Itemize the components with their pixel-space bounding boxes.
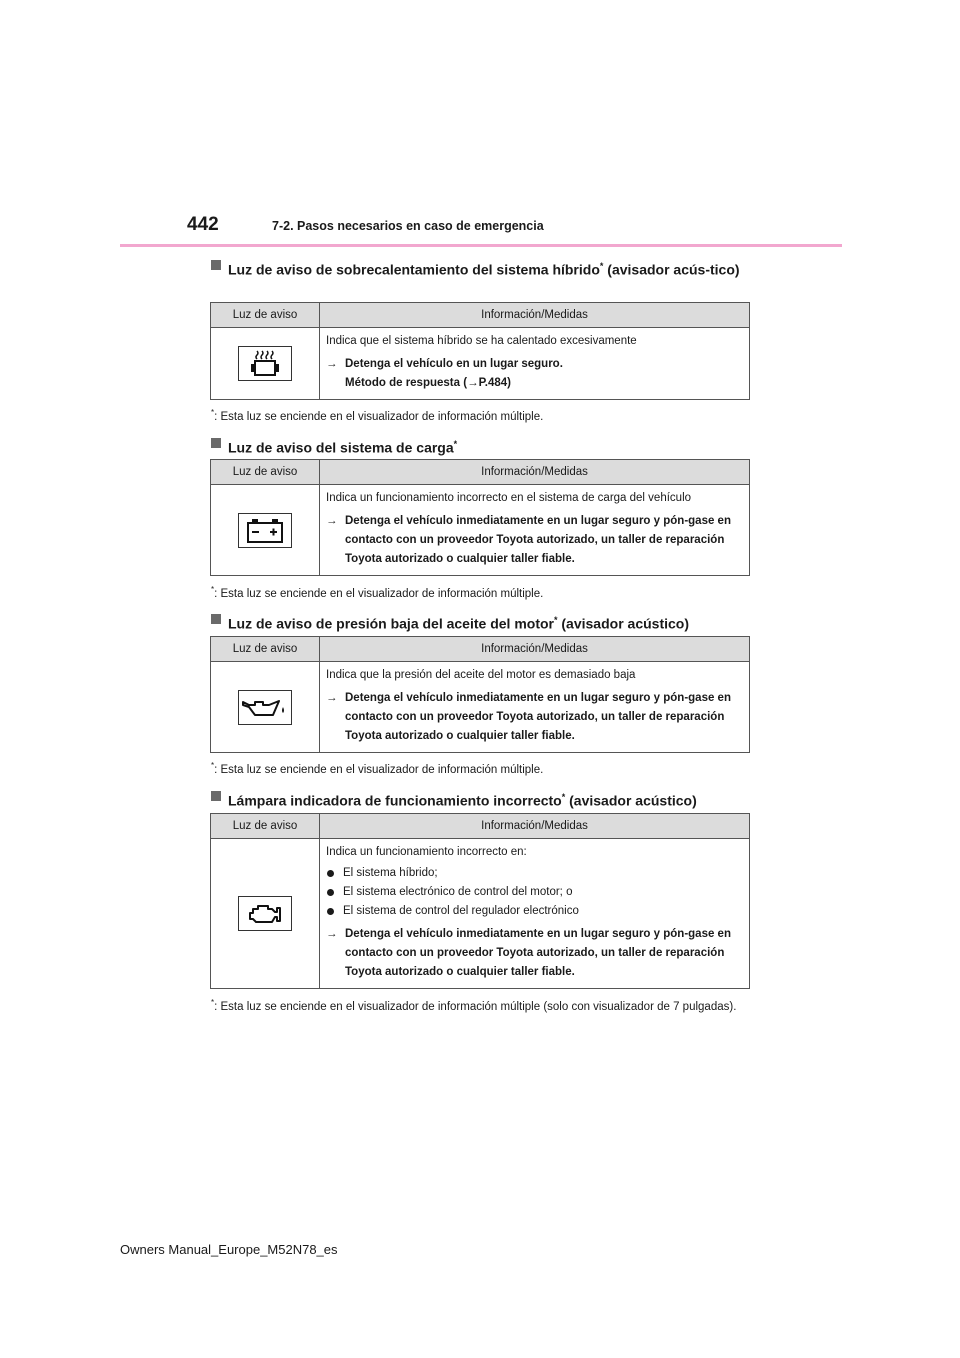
info-cell <box>320 328 750 400</box>
section-title-text: Luz de aviso de sobrecalentamiento del sistema híbrido <box>228 261 600 278</box>
asterisk: * <box>453 439 458 449</box>
warning-table-oil-pressure <box>210 636 750 753</box>
bullet-dot-icon <box>327 908 334 915</box>
action-text: → Detenga el vehículo inmediatamente en un lugar seguro y pón-gase en contacto con un proveedor Toyota autorizado, un taller de reparación Toyota autorizado o cualquier taller fiable. <box>326 689 743 746</box>
footnote: *: Esta luz se enciende en el visualizador de información múltiple. <box>211 761 544 776</box>
info-cell <box>320 839 750 989</box>
battery-icon <box>238 513 292 548</box>
footer-text: Owners Manual_Europe_M52N78_es <box>120 1242 338 1257</box>
icon-cell <box>211 328 320 400</box>
footnote: *: Esta luz se enciende en el visualizador de información múltiple. <box>211 585 544 600</box>
arrow-icon: → <box>326 692 338 704</box>
bullet-dot-icon <box>327 870 334 877</box>
arrow-icon: → <box>326 515 338 527</box>
arrow-icon: → <box>326 928 338 940</box>
col-header-info: Información/Medidas <box>320 303 750 328</box>
section-title-text: Luz de aviso de presión baja del aceite del motor <box>228 615 554 632</box>
section-title-text: Lámpara indicadora de funcionamiento incorrecto <box>228 792 562 809</box>
col-header-light: Luz de aviso <box>211 460 320 485</box>
section-title-suffix: (avisador acústico) <box>557 615 689 632</box>
section-title-charging <box>211 434 751 458</box>
section-title-suffix: (avisador acús-tico) <box>603 261 740 278</box>
footnote: *: Esta luz se enciende en el visualizador de información múltiple (solo con visualizador de 7 pulgadas). <box>211 998 737 1013</box>
list-item: El sistema híbrido; <box>326 864 743 883</box>
bullet-dot-icon <box>327 889 334 896</box>
info-cell <box>320 485 750 576</box>
info-text: Indica que el sistema híbrido se ha calentado excesivamente <box>326 335 637 347</box>
col-header-info: Información/Medidas <box>320 460 750 485</box>
col-header-info: Información/Medidas <box>320 814 750 839</box>
header-divider <box>120 244 842 247</box>
warning-table-charging <box>210 459 750 576</box>
info-cell <box>320 662 750 753</box>
action-text: → Detenga el vehículo inmediatamente en un lugar seguro y pón-gase en contacto con un proveedor Toyota autorizado, un taller de reparación Toyota autorizado o cualquier taller fiable. <box>326 512 743 569</box>
action-text: → Detenga el vehículo inmediatamente en un lugar seguro y pón-gase en contacto con un proveedor Toyota autorizado, un taller de reparación Toyota autorizado o cualquier taller fiable. <box>326 925 743 982</box>
list-item: El sistema electrónico de control del motor; o <box>326 883 743 902</box>
asterisk: * <box>599 261 604 271</box>
footnote: *: Esta luz se enciende en el visualizador de información múltiple. <box>211 408 544 423</box>
check-engine-icon <box>238 896 292 931</box>
warning-table-overheat <box>210 302 750 400</box>
section-bullet-square <box>211 614 221 624</box>
col-header-light: Luz de aviso <box>211 637 320 662</box>
section-bullet-square <box>211 791 221 801</box>
section-title-overheat <box>211 256 751 280</box>
col-header-light: Luz de aviso <box>211 814 320 839</box>
hybrid-overheat-icon <box>238 346 292 381</box>
section-bullet-square <box>211 438 221 448</box>
arrow-icon: → <box>326 358 338 370</box>
asterisk: * <box>553 615 558 625</box>
section-title-malfunction <box>211 787 751 811</box>
list-item: El sistema de control del regulador electrónico <box>326 902 743 921</box>
section-title-suffix: (avisador acústico) <box>565 792 697 809</box>
page-number: 442 <box>187 214 219 235</box>
col-header-info: Información/Medidas <box>320 637 750 662</box>
page-reference: P.484) <box>478 377 511 389</box>
info-text: Indica que la presión del aceite del motor es demasiado baja <box>326 669 636 681</box>
icon-cell <box>211 839 320 989</box>
oil-can-icon <box>238 690 292 725</box>
section-title-oil-pressure <box>211 610 751 634</box>
icon-cell <box>211 662 320 753</box>
warning-table-malfunction <box>210 813 750 989</box>
col-header-light: Luz de aviso <box>211 303 320 328</box>
action-text: → Detenga el vehículo en un lugar seguro. Método de respuesta (→P.484) <box>326 355 743 393</box>
section-bullet-square <box>211 260 221 270</box>
arrow-icon: → <box>467 377 479 389</box>
chapter-title: 7-2. Pasos necesarios en caso de emergencia <box>272 219 544 233</box>
info-text: Indica un funcionamiento incorrecto en: <box>326 846 527 858</box>
info-text: Indica un funcionamiento incorrecto en el sistema de carga del vehículo <box>326 492 692 504</box>
icon-cell <box>211 485 320 576</box>
section-title-text: Luz de aviso del sistema de carga <box>228 439 454 456</box>
asterisk: * <box>561 792 566 802</box>
